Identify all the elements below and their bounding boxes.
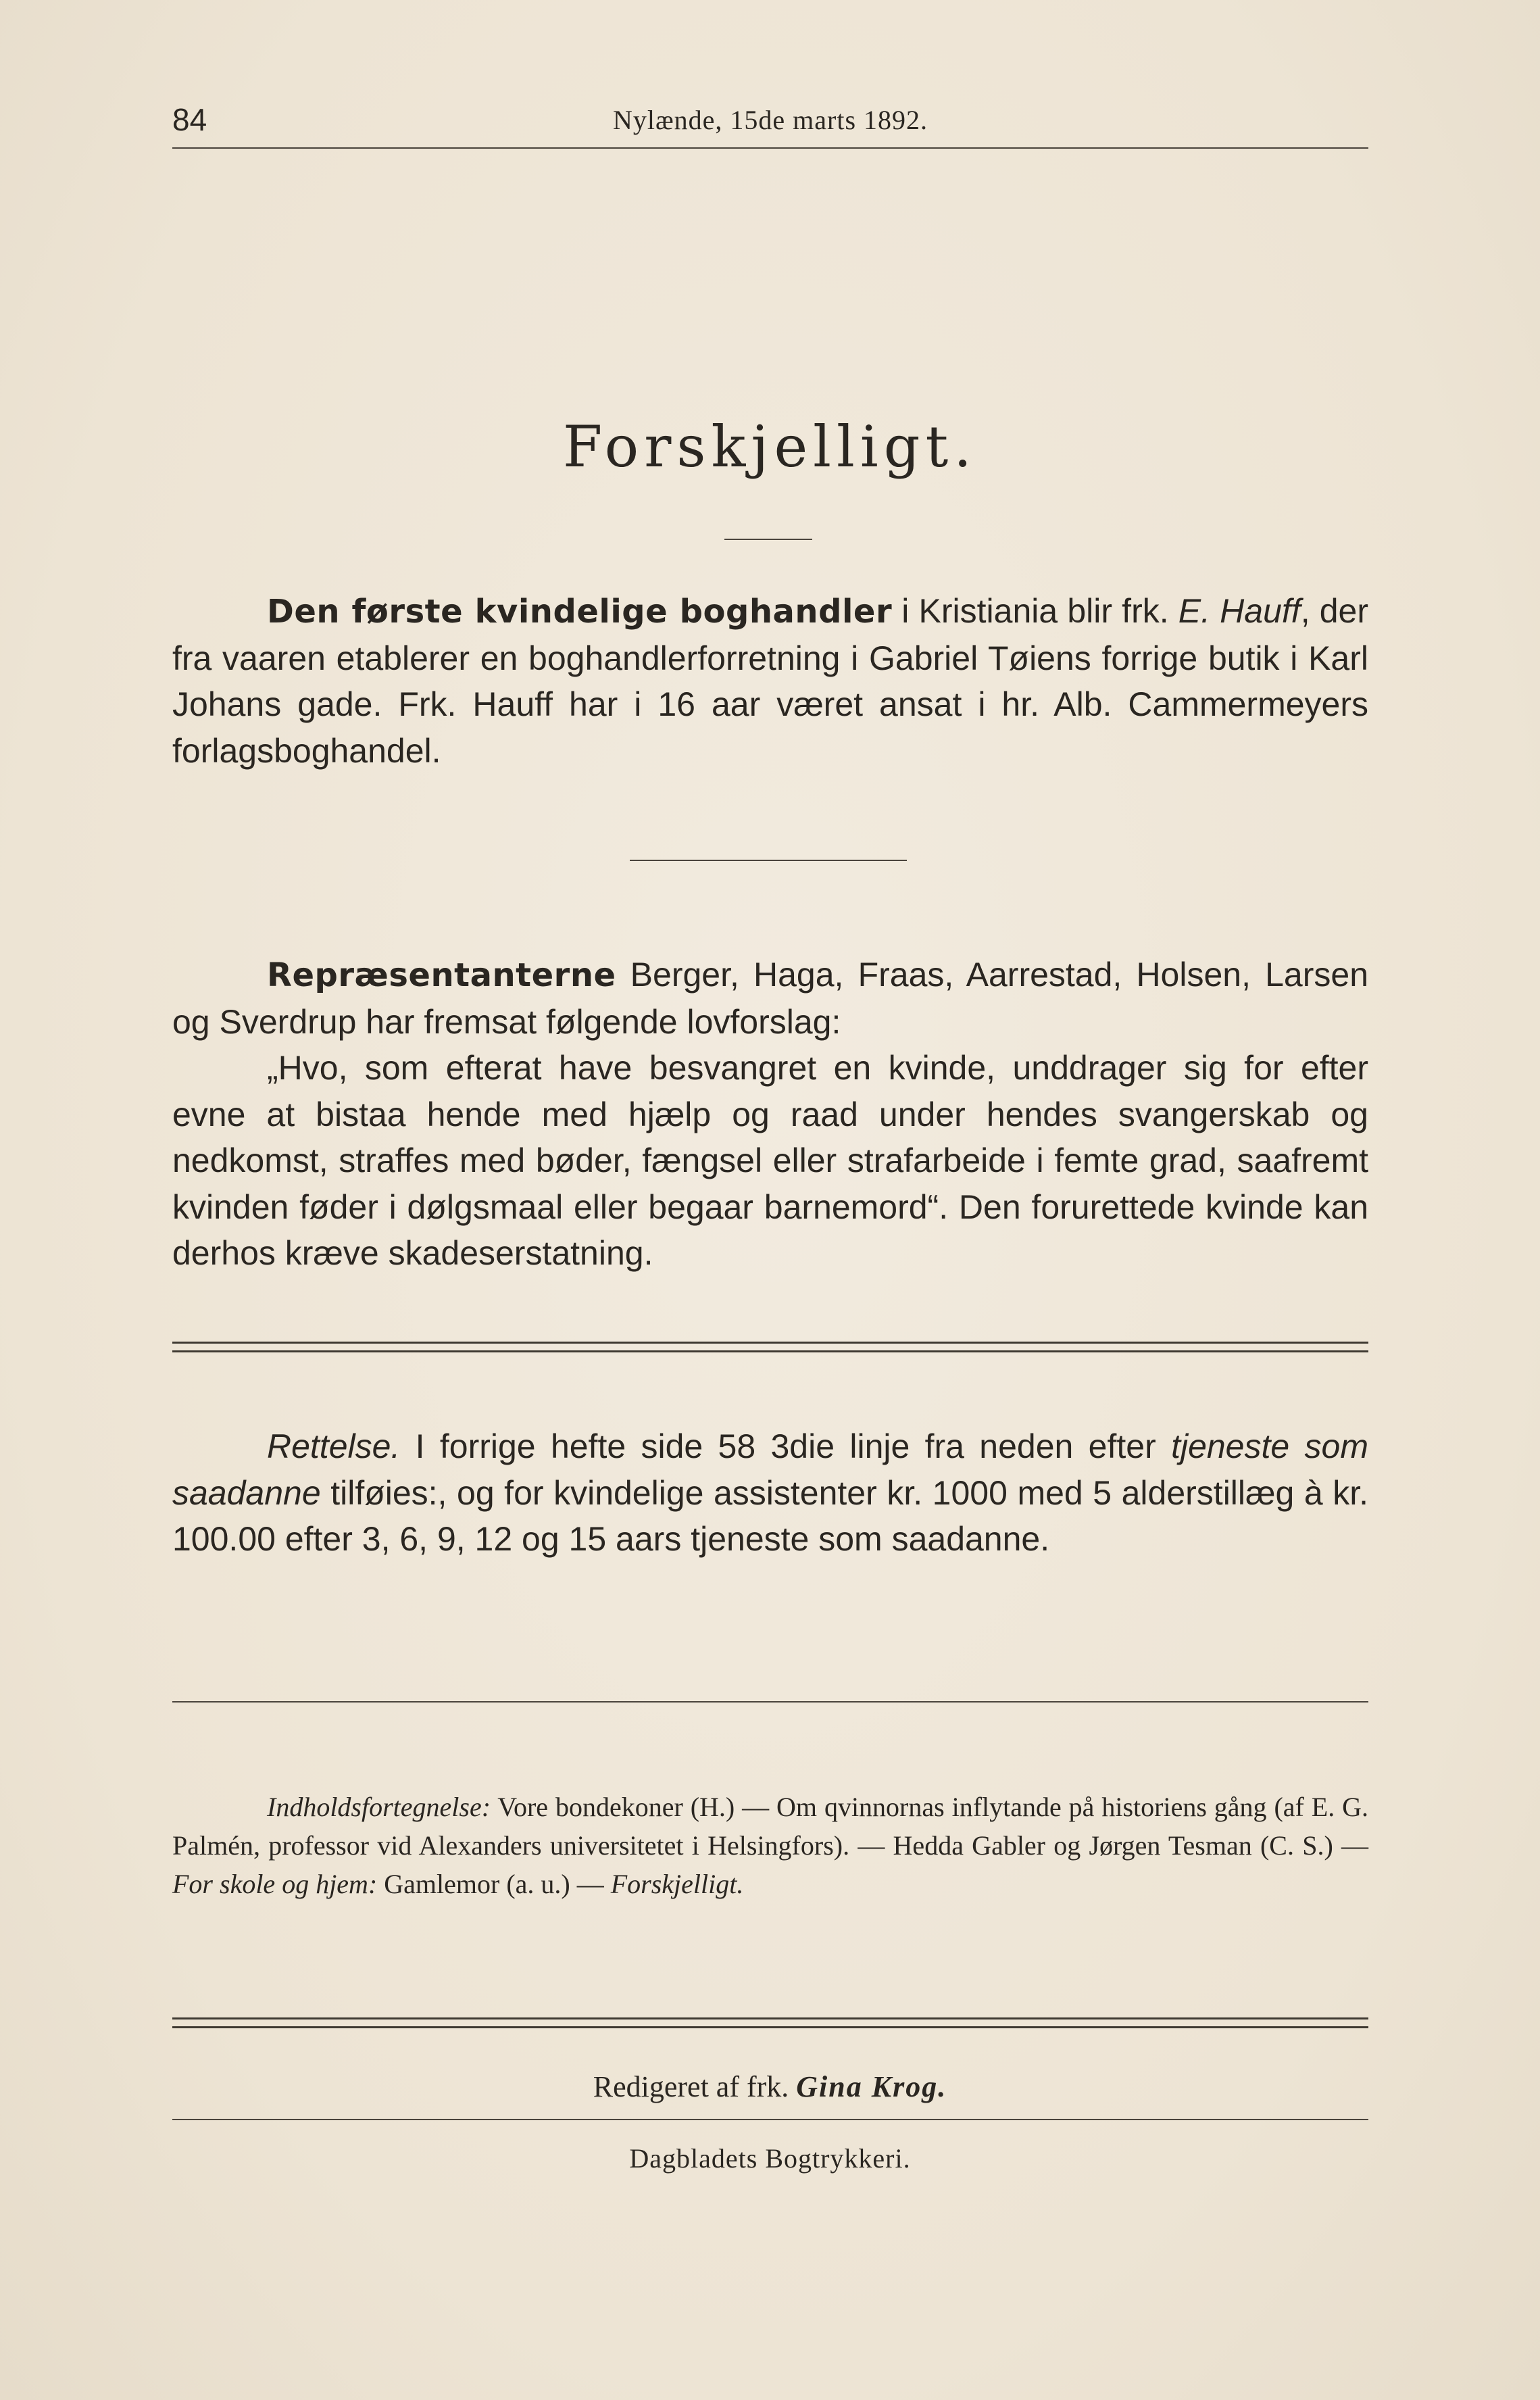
table-of-contents	[172, 1788, 1368, 1903]
page-header	[172, 101, 1368, 142]
title-divider	[724, 539, 812, 540]
article-bookseller-name: E. Hauff	[1178, 592, 1301, 630]
editor-line	[0, 2070, 1540, 2104]
toc-text-b: Gamlemor (a. u.) —	[377, 1869, 611, 1899]
page-number: 84	[172, 102, 207, 137]
footer-double-rule	[172, 2017, 1368, 2028]
toc-italic-b: Forskjelligt.	[610, 1869, 744, 1899]
article-bookseller-text-a: i Kristiania blir frk.	[892, 592, 1178, 630]
toc-italic-a: For skole og hjem:	[172, 1869, 378, 1899]
running-head: Nylænde, 15de marts 1892.	[612, 105, 928, 135]
article-bookseller-lead: Den første kvindelige boghandler	[267, 593, 893, 631]
header-rule	[172, 147, 1368, 149]
editor-prefix: Redigeret af frk.	[593, 2070, 797, 2103]
article-bookseller-paragraph	[172, 588, 1368, 774]
toc-paragraph	[172, 1788, 1368, 1903]
correction-label: Rettelse.	[267, 1427, 401, 1465]
article-divider	[630, 860, 907, 861]
editor-name: Gina Krog.	[796, 2070, 947, 2103]
correction-text-a: I forrige hefte side 58 3die linje fra neden efter	[400, 1427, 1172, 1465]
toc-top-rule	[172, 1701, 1368, 1703]
article-bill-text: Berger, Haga, Fraas, Aarrestad, Holsen, Larsen og Sverdrup har fremsat følgende lovforslag:	[172, 956, 1368, 1041]
article-bill	[172, 952, 1368, 1277]
article-bill-quote: „Hvo, som efterat have besvangret en kvinde, unddrager sig for efter evne at bistaa hende med hjælp og raad under hendes svangerskab og nedkomst, straffes med bøder, fængsel eller strafarbeide i femte grad, saafremt kvinden føder i dølgsmaal eller begaar barnemord“. Den forurettede kvinde kan derhos kræve skadeserstatning.	[172, 1049, 1368, 1272]
toc-label: Indholdsfortegnelse:	[267, 1792, 491, 1822]
toc-text-a: Vore bondekoner (H.) — Om qvinnornas inflytande på historiens gång (af E. G. Palmén, professor vid Alexanders universitetet i Helsingfors). — Hedda Gabler og Jørgen Tesman (C. S.) —	[172, 1792, 1368, 1861]
section-double-rule	[172, 1342, 1368, 1352]
correction-italic: tjeneste som saadanne	[172, 1427, 1368, 1512]
article-bookseller-text-b: , der fra vaaren etablerer en boghandlerforretning i Gabriel Tøiens forrige butik i Karl Johans gade. Frk. Hauff har i 16 aar været ansat i hr. Alb. Cammermeyers forlagsboghandel.	[172, 592, 1368, 770]
correction-text-b: tilføies:, og for kvindelige assistenter kr. 1000 med 5 alderstillæg à kr. 100.00 efter 3, 6, 9, 12 og 15 aars tjeneste som saadanne.	[172, 1473, 1368, 1558]
correction-paragraph	[172, 1423, 1368, 1563]
section-title: Forskjelligt.	[562, 414, 977, 480]
article-bill-intro	[172, 952, 1368, 1045]
correction	[172, 1423, 1368, 1563]
article-bookseller	[172, 588, 1368, 774]
footer-rule	[172, 2119, 1368, 2120]
article-bill-lead: Repræsentanterne	[267, 956, 616, 994]
printer-line: Dagbladets Bogtrykkeri.	[629, 2143, 911, 2174]
